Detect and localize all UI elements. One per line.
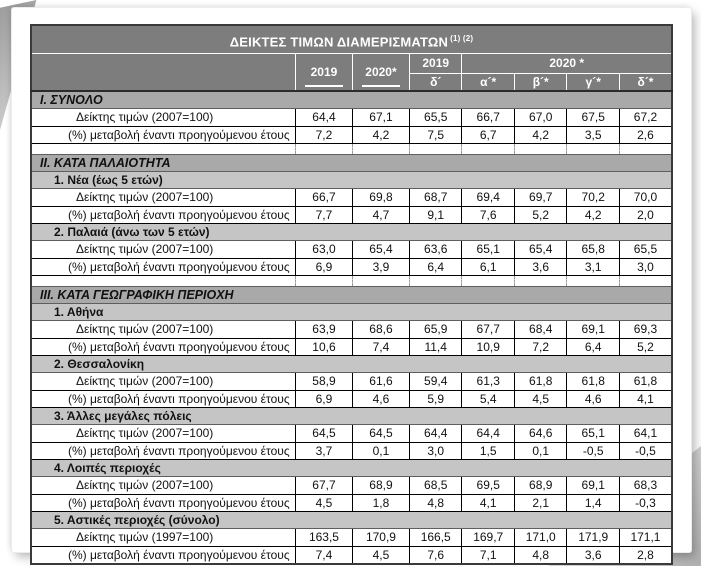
data-row: [31, 442, 672, 460]
spacer-cell: [619, 276, 672, 287]
value-cell: 4,1: [462, 494, 515, 512]
value-cell: 69,5: [462, 477, 515, 495]
value-cell: 70,2: [567, 189, 620, 207]
value-cell: 64,4: [462, 425, 515, 443]
value-cell: 67,5: [567, 109, 620, 127]
column-header-2020-annual: 2020*: [352, 54, 409, 92]
column-group-2019-quarter: 2019: [409, 54, 462, 74]
value-cell: 6,9: [295, 390, 352, 408]
value-cell: 65,1: [567, 425, 620, 443]
data-row: [31, 189, 672, 207]
value-cell: 7,4: [352, 338, 409, 356]
value-cell: 4,5: [352, 546, 409, 564]
subsection-header-row: [31, 224, 672, 241]
value-cell: 7,1: [462, 546, 515, 564]
value-cell: 61,8: [619, 373, 672, 391]
spacer-cell: [31, 276, 295, 287]
value-cell: 4,5: [295, 494, 352, 512]
row-label: (%) μεταβολή έναντι προηγούμενου έτους: [31, 126, 295, 144]
data-row: [31, 529, 672, 547]
subsection-title: 5. Αστικές περιοχές (σύνολο): [31, 512, 672, 529]
section-spacer-row: [31, 144, 672, 155]
value-cell: 67,1: [352, 109, 409, 127]
subsection-header-row: [31, 512, 672, 529]
value-cell: -0,5: [619, 442, 672, 460]
data-row: [31, 425, 672, 443]
value-cell: 11,4: [409, 338, 462, 356]
value-cell: 63,0: [295, 241, 352, 259]
value-cell: 3,5: [567, 126, 620, 144]
row-label: (%) μεταβολή έναντι προηγούμενου έτους: [31, 546, 295, 564]
value-cell: 58,9: [295, 373, 352, 391]
value-cell: 65,1: [462, 241, 515, 259]
data-row: [31, 126, 672, 144]
spacer-cell: [295, 144, 352, 155]
value-cell: 6,4: [409, 258, 462, 276]
value-cell: 10,9: [462, 338, 515, 356]
value-cell: 10,6: [295, 338, 352, 356]
subsection-title: 1. Αθήνα: [31, 304, 672, 321]
value-cell: 0,1: [514, 442, 567, 460]
quarter-header-4: γ´*: [567, 74, 620, 92]
value-cell: 64,4: [295, 109, 352, 127]
value-cell: 67,7: [295, 477, 352, 495]
value-cell: 69,3: [619, 321, 672, 339]
value-cell: 59,4: [409, 373, 462, 391]
value-cell: 5,2: [514, 206, 567, 224]
value-cell: 66,7: [462, 109, 515, 127]
value-cell: 2,0: [619, 206, 672, 224]
section-header-row: [31, 287, 672, 304]
subsection-title: 1. Νέα (έως 5 ετών): [31, 172, 672, 189]
value-cell: 163,5: [295, 529, 352, 547]
value-cell: 67,2: [619, 109, 672, 127]
value-cell: 1,5: [462, 442, 515, 460]
row-label: (%) μεταβολή έναντι προηγούμενου έτους: [31, 494, 295, 512]
row-label: Δείκτης τιμών (2007=100): [31, 241, 295, 259]
row-label: (%) μεταβολή έναντι προηγούμενου έτους: [31, 390, 295, 408]
subsection-title: 2. Θεσσαλονίκη: [31, 356, 672, 373]
row-label: Δείκτης τιμών (1997=100): [31, 529, 295, 547]
value-cell: 1,4: [567, 494, 620, 512]
value-cell: 68,7: [409, 189, 462, 207]
value-cell: 7,4: [295, 546, 352, 564]
value-cell: 69,4: [462, 189, 515, 207]
value-cell: 2,1: [514, 494, 567, 512]
row-label: (%) μεταβολή έναντι προηγούμενου έτους: [31, 258, 295, 276]
value-cell: 5,9: [409, 390, 462, 408]
value-cell: 6,4: [567, 338, 620, 356]
spacer-cell: [409, 144, 462, 155]
subsection-title: 3. Άλλες μεγάλες πόλεις: [31, 408, 672, 425]
value-cell: 7,2: [295, 126, 352, 144]
value-cell: 67,7: [462, 321, 515, 339]
value-cell: 2,6: [619, 126, 672, 144]
spacer-cell: [31, 144, 295, 155]
quarter-header-2: α´*: [462, 74, 515, 92]
value-cell: 4,8: [514, 546, 567, 564]
value-cell: 6,1: [462, 258, 515, 276]
value-cell: 3,1: [567, 258, 620, 276]
value-cell: 4,5: [514, 390, 567, 408]
data-row: [31, 390, 672, 408]
section-title: III. ΚΑΤΑ ΓΕΩΓΡΑΦΙΚΗ ΠΕΡΙΟΧΗ: [31, 287, 672, 304]
subsection-header-row: [31, 172, 672, 189]
value-cell: 0,1: [352, 442, 409, 460]
row-label: Δείκτης τιμών (2007=100): [31, 321, 295, 339]
spacer-cell: [352, 144, 409, 155]
value-cell: 68,6: [352, 321, 409, 339]
value-cell: 4,2: [567, 206, 620, 224]
value-cell: 4,7: [352, 206, 409, 224]
row-label-column-stub: [31, 54, 295, 92]
spacer-cell: [619, 144, 672, 155]
quarter-header-1: δ´: [409, 74, 462, 92]
value-cell: 64,1: [619, 425, 672, 443]
data-row: [31, 338, 672, 356]
value-cell: 68,9: [352, 477, 409, 495]
value-cell: 65,5: [409, 109, 462, 127]
value-cell: 9,1: [409, 206, 462, 224]
spacer-cell: [514, 276, 567, 287]
quarter-header-5: δ´*: [619, 74, 672, 92]
value-cell: 66,7: [295, 189, 352, 207]
value-cell: 7,2: [514, 338, 567, 356]
value-cell: 68,5: [409, 477, 462, 495]
data-row: [31, 206, 672, 224]
data-row: [31, 494, 672, 512]
subsection-header-row: [31, 356, 672, 373]
column-header-2019-annual: 2019: [295, 54, 352, 92]
value-cell: 3,7: [295, 442, 352, 460]
row-label: Δείκτης τιμών (2007=100): [31, 425, 295, 443]
value-cell: 69,8: [352, 189, 409, 207]
data-row: [31, 546, 672, 564]
value-cell: 171,1: [619, 529, 672, 547]
spacer-cell: [462, 276, 515, 287]
value-cell: 63,9: [295, 321, 352, 339]
value-cell: 4,8: [409, 494, 462, 512]
data-row: [31, 241, 672, 259]
value-cell: 1,8: [352, 494, 409, 512]
value-cell: 68,9: [514, 477, 567, 495]
value-cell: 171,0: [514, 529, 567, 547]
subsection-title: 4. Λοιπές περιοχές: [31, 460, 672, 477]
value-cell: 64,4: [409, 425, 462, 443]
value-cell: 64,5: [295, 425, 352, 443]
spacer-cell: [295, 276, 352, 287]
value-cell: 4,1: [619, 390, 672, 408]
value-cell: 64,5: [352, 425, 409, 443]
section-header-row: [31, 91, 672, 109]
data-row: [31, 258, 672, 276]
value-cell: 70,0: [619, 189, 672, 207]
spacer-cell: [567, 144, 620, 155]
data-row: [31, 109, 672, 127]
spacer-cell: [514, 144, 567, 155]
value-cell: 169,7: [462, 529, 515, 547]
value-cell: 3,0: [619, 258, 672, 276]
value-cell: 61,6: [352, 373, 409, 391]
spacer-cell: [409, 276, 462, 287]
value-cell: 61,8: [567, 373, 620, 391]
value-cell: 68,3: [619, 477, 672, 495]
data-row: [31, 477, 672, 495]
value-cell: 61,8: [514, 373, 567, 391]
value-cell: 65,9: [409, 321, 462, 339]
value-cell: 3,0: [409, 442, 462, 460]
value-cell: -0,3: [619, 494, 672, 512]
row-label: (%) μεταβολή έναντι προηγούμενου έτους: [31, 206, 295, 224]
value-cell: 4,6: [352, 390, 409, 408]
row-label: (%) μεταβολή έναντι προηγούμενου έτους: [31, 442, 295, 460]
value-cell: 69,1: [567, 477, 620, 495]
value-cell: -0,5: [567, 442, 620, 460]
value-cell: 7,7: [295, 206, 352, 224]
value-cell: 68,4: [514, 321, 567, 339]
value-cell: 2,8: [619, 546, 672, 564]
value-cell: 69,1: [567, 321, 620, 339]
value-cell: 7,6: [409, 546, 462, 564]
value-cell: 64,6: [514, 425, 567, 443]
value-cell: 171,9: [567, 529, 620, 547]
value-cell: 63,6: [409, 241, 462, 259]
value-cell: 7,5: [409, 126, 462, 144]
value-cell: 69,7: [514, 189, 567, 207]
subsection-header-row: [31, 460, 672, 477]
value-cell: 65,8: [567, 241, 620, 259]
value-cell: 61,3: [462, 373, 515, 391]
quarter-header-3: β´*: [514, 74, 567, 92]
section-title: II. ΚΑΤΑ ΠΑΛΑΙΟΤΗΤΑ: [31, 155, 672, 172]
row-label: Δείκτης τιμών (2007=100): [31, 373, 295, 391]
value-cell: 67,0: [514, 109, 567, 127]
value-cell: 65,4: [514, 241, 567, 259]
value-cell: 3,6: [567, 546, 620, 564]
value-cell: 7,6: [462, 206, 515, 224]
subsection-header-row: [31, 408, 672, 425]
document-page: [12, 8, 691, 562]
value-cell: 6,9: [295, 258, 352, 276]
value-cell: 6,7: [462, 126, 515, 144]
subsection-title: 2. Παλαιά (άνω των 5 ετών): [31, 224, 672, 241]
data-row: [31, 321, 672, 339]
value-cell: 65,5: [619, 241, 672, 259]
spacer-cell: [462, 144, 515, 155]
table-title-footnote-marks: (1) (2): [450, 34, 474, 43]
data-row: [31, 373, 672, 391]
row-label: (%) μεταβολή έναντι προηγούμενου έτους: [31, 338, 295, 356]
table-title: [31, 25, 672, 54]
row-label: Δείκτης τιμών (2007=100): [31, 109, 295, 127]
value-cell: 166,5: [409, 529, 462, 547]
apartment-price-index-table: [30, 24, 673, 565]
table-title-text: ΔΕΙΚΤΕΣ ΤΙΜΩΝ ΔΙΑΜΕΡΙΣΜΑΤΩΝ: [229, 34, 449, 50]
value-cell: 4,2: [352, 126, 409, 144]
value-cell: 170,9: [352, 529, 409, 547]
subsection-header-row: [31, 304, 672, 321]
value-cell: 5,2: [619, 338, 672, 356]
row-label: Δείκτης τιμών (2007=100): [31, 477, 295, 495]
spacer-cell: [352, 276, 409, 287]
value-cell: 65,4: [352, 241, 409, 259]
value-cell: 3,6: [514, 258, 567, 276]
value-cell: 4,6: [567, 390, 620, 408]
value-cell: 5,4: [462, 390, 515, 408]
spacer-cell: [567, 276, 620, 287]
section-spacer-row: [31, 276, 672, 287]
section-header-row: [31, 155, 672, 172]
column-group-2020-quarters: 2020 *: [462, 54, 672, 74]
section-title: I. ΣΥΝΟΛΟ: [31, 91, 672, 109]
row-label: Δείκτης τιμών (2007=100): [31, 189, 295, 207]
table-body: [31, 91, 672, 564]
value-cell: 4,2: [514, 126, 567, 144]
table-header: [31, 25, 672, 91]
value-cell: 3,9: [352, 258, 409, 276]
